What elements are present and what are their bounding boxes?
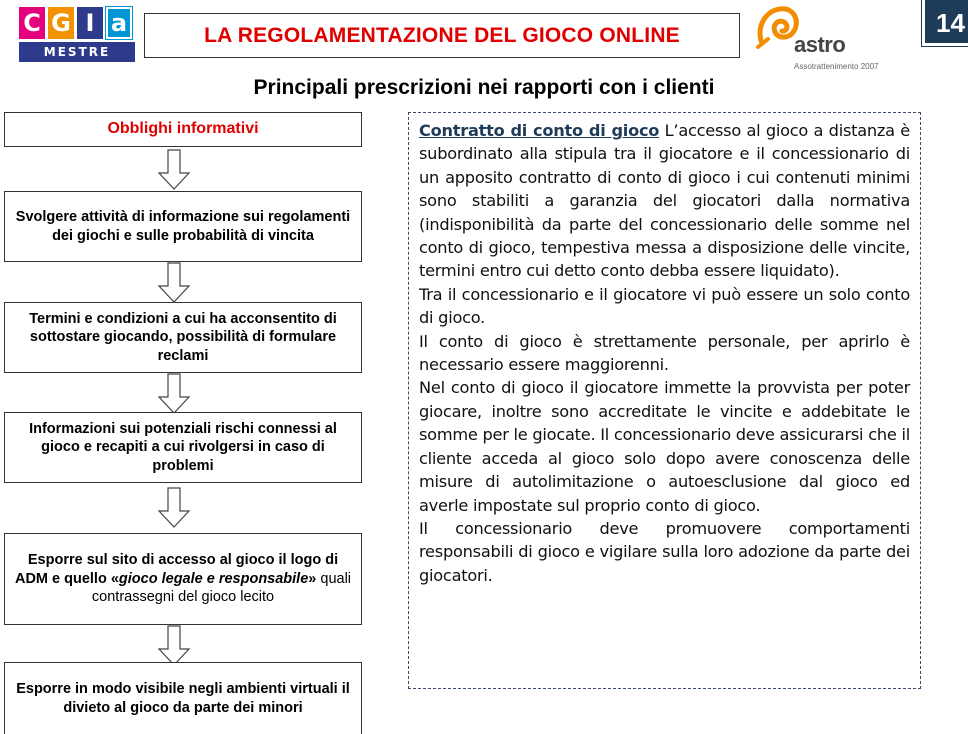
flow-step-4: [4, 533, 362, 625]
cgia-mestre-logo: [19, 7, 135, 62]
flow-step-3: Informazioni sui potenziali rischi connessi al gioco e recapiti a cui rivolgersi in caso di problemi: [4, 412, 362, 483]
flow-step-4-normal: quali contrassegni del gioco lecito: [91, 570, 352, 606]
panel-paragraph-4: Nel conto di gioco il giocatore immette la provvista per poter giocare, inoltre sono accreditate le vincite e addebitate le somme per le giocate. Il concessionario deve assicurarsi che il cliente acceda al gioco solo dopo avere conoscenza delle misure di autolimitazione o autoesclusione dal gioco ed averle impostate sul proprio conto di gioco.: [419, 378, 910, 515]
page-title-box: [144, 13, 740, 58]
logo-subtitle: MESTRE: [19, 42, 135, 62]
page-title: LA REGOLAMENTAZIONE DEL GIOCO ONLINE: [204, 23, 680, 47]
flow-step-4-quote: »: [308, 570, 321, 587]
astro-logo: [750, 3, 900, 73]
panel-paragraph-2: Tra il concessionario e il giocatore vi può essere un solo conto di gioco.: [419, 284, 910, 328]
flow-step-5: Esporre in modo visibile negli ambienti virtuali il divieto al gioco da parte dei minori: [4, 662, 362, 734]
contract-text-panel: [408, 112, 921, 689]
flow-step-1: Svolgere attività di informazione sui regolamenti dei giochi e sulle probabilità di vincita: [4, 191, 362, 262]
page-number: 14: [922, 0, 968, 46]
slide-subtitle: Principali prescrizioni nei rapporti con i clienti: [253, 76, 715, 99]
down-arrow-icon: [157, 262, 191, 304]
panel-paragraph-1-text: L’accesso al gioco a distanza è subordinato alla stipula tra il giocatore e il concessionario di un apposito contratto di conto di gioco i cui contenuti minimi sono stabiliti a garanzia del giocatori dalla normativa (indisponibilità da parte del concessionario delle somme nel conto di gioco, tempestiva messa a disposizione delle vincite, termini entro cui detto conto debba essere liquidato).: [419, 121, 911, 281]
astro-tagline: Assotrattenimento 2007: [794, 62, 879, 71]
flow-step-4-italic: gioco legale e responsabile: [118, 570, 309, 587]
logo-letter-g: G: [48, 7, 74, 39]
panel-lead: Contratto di conto di gioco: [419, 121, 660, 140]
down-arrow-icon: [157, 487, 191, 529]
flow-heading: Obblighi informativi: [4, 112, 362, 147]
panel-paragraph-1: [419, 119, 910, 283]
panel-paragraph-3: Il conto di gioco è strettamente personale, per aprirlo è necessario essere maggiorenni.: [419, 331, 910, 375]
down-arrow-icon: [157, 373, 191, 415]
flow-step-4-text: Esporre sul sito di accesso al gioco il logo di ADM e quello «: [14, 552, 339, 587]
down-arrow-icon: [157, 625, 191, 667]
logo-letter-a: a: [106, 7, 132, 39]
flow-step-2: Termini e condizioni a cui ha acconsentito di sottostare giocando, possibilità di formulare reclami: [4, 302, 362, 373]
down-arrow-icon: [157, 149, 191, 191]
astro-name: astro: [794, 32, 846, 57]
logo-letter-i: I: [77, 7, 103, 39]
logo-letter-c: C: [19, 7, 45, 39]
panel-paragraph-5: Il concessionario deve promuovere comportamenti responsabili di gioco e vigilare sulla loro adozione da parte dei giocatori.: [419, 518, 910, 585]
